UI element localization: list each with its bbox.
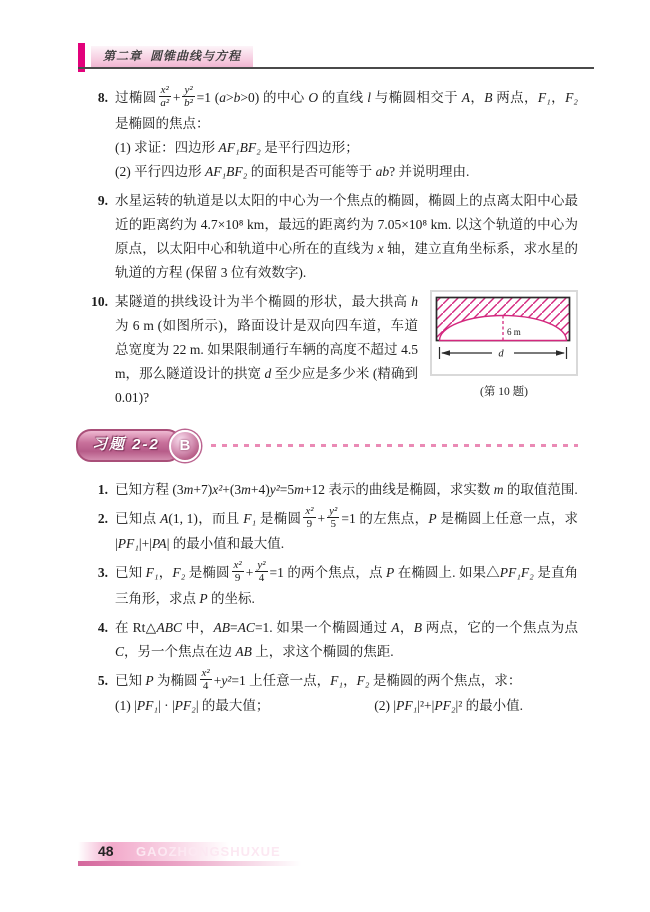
math-variable: AB — [235, 643, 252, 659]
problem-text: 水星运转的轨道是以太阳的中心为一个焦点的椭圆，椭圆上的点离太阳中心最近的距离约为 4.7×10⁸ km，最远的距离约为 7.05×10⁸ km. 以这个轨道的中心为原点，以太阳中心和轨道中心所在的直线为 x 轴，建立直角坐标系，求水星的轨道的方程 (保留 3 位有效数字). — [115, 192, 579, 280]
math-variable: PF₂ — [174, 698, 196, 713]
arrowhead-right — [556, 350, 565, 355]
math-variable: PA — [151, 536, 167, 551]
math-variable: PF₁F₂ — [499, 565, 534, 580]
math-variable: AC — [237, 619, 255, 635]
math-variable: a — [219, 90, 226, 105]
problem-text: 已知 P 为椭圆 $\frac{\text{x²}}{4}$ +y²=1 上任意一点，F₁，F₂ 是椭圆的两个焦点，求： (1) |PF₁| · |PF₂| 的最大值； (2) |PF₁|²+|PF₂|² 的最小值. — [115, 669, 578, 719]
problem-item — [78, 616, 578, 664]
math-variable: C — [115, 643, 125, 659]
math-variable: l — [367, 90, 371, 105]
math-fraction: $\frac{\text{x²}}{9}$ — [305, 504, 314, 530]
problems-section-a — [78, 86, 578, 410]
figure-frame — [430, 290, 578, 376]
page-number: 48 — [98, 843, 114, 859]
problem-subitem: (1) 求证：四边形 AF₁BF₂ 是平行四边形； — [115, 139, 359, 155]
math-fraction: $\frac{\text{y²}}{\text{b²}}$ — [184, 84, 193, 110]
problem-number: 4. — [97, 619, 108, 635]
math-variable: ABC — [156, 619, 183, 635]
problem-number: 8. — [97, 90, 108, 105]
math-variable: b — [233, 90, 241, 105]
problem-item — [78, 666, 578, 719]
math-variable: m — [241, 481, 251, 497]
footer-watermark: GAOZHONGSHUXUE — [136, 844, 281, 859]
math-variable: PF₂ — [434, 698, 456, 713]
math-variable: F₁ — [330, 672, 344, 688]
math-variable: PF₁ — [117, 536, 139, 551]
problem-subitem: (1) |PF₁| · |PF₂| 的最大值； — [115, 698, 270, 713]
figure-caption: (第 10 题) — [480, 385, 528, 398]
tunnel-diagram — [434, 295, 572, 363]
math-variable: F₂ — [172, 565, 186, 580]
problem-number: 5. — [97, 672, 108, 688]
problem-item — [78, 189, 578, 285]
footer-accent-strip — [78, 861, 313, 866]
math-variable: d — [264, 365, 272, 381]
problem-text: 已知 F₁，F₂ 是椭圆 $\frac{\text{x²}}{9}$ + $\frac{\text{y²}}{4}$ =1 的两个焦点，点 P 在椭圆上. 如果△PF₁F₂ 是直角三角形，求点 P 的坐标. — [115, 559, 579, 606]
problems-section-b — [78, 478, 578, 719]
exercise-badge: 习题 2-2 — [76, 429, 182, 462]
exercise-section-header — [76, 430, 578, 462]
math-variable: B — [484, 90, 493, 105]
math-variable: F₁ — [537, 90, 551, 105]
math-variable: x — [377, 240, 384, 256]
math-fraction: $\frac{\text{x²}}{\text{a²}}$ — [160, 84, 170, 110]
math-variable: PF₁ — [396, 698, 418, 713]
math-variable: m — [294, 481, 304, 497]
math-variable: h — [411, 293, 418, 309]
problem-text: 过椭圆 $\frac{\text{x²}}{\text{a²}}$ + $\frac{\text{y²}}{\text{b²}}$ =1 (a>b>0) 的中心 O 的直线 l 与椭圆相交于 A，B 两点，F₁，F₂ 是椭圆的焦点： (1) 求证：四边形 AF₁BF₂ 是平行四边形； (2) 平行四边形 AF₁BF₂ 的面积是否可能等于 ab? 并说明理由. — [115, 86, 578, 184]
math-variable: A — [461, 90, 470, 105]
math-variable: AF₁BF₂ — [205, 163, 248, 179]
math-variable: P — [199, 590, 208, 606]
problem-item — [78, 290, 578, 410]
math-variable: y² — [221, 672, 232, 688]
math-variable: y² — [269, 481, 280, 497]
chapter-title — [91, 46, 253, 67]
problem-item — [78, 561, 578, 611]
math-variable: ab — [375, 163, 390, 179]
math-variable: A — [160, 510, 169, 526]
exercise-level-badge: B — [169, 430, 201, 462]
page-footer — [78, 842, 398, 870]
math-variable: F₂ — [565, 90, 579, 105]
chapter-header — [78, 46, 594, 72]
problem-text: 在 Rt△ABC 中，AB=AC=1. 如果一个椭圆通过 A，B 两点，它的一个焦点为点 C，另一个焦点在边 AB 上，求这个椭圆的焦距. — [115, 619, 579, 659]
math-variable: x² — [212, 481, 223, 497]
problem-number: 9. — [97, 192, 108, 208]
problem-text: 已知方程 (3m+7)x²+(3m+4)y²=5m+12 表示的曲线是椭圆，求实数 m 的取值范围. — [115, 481, 578, 497]
math-variable: F₁ — [243, 510, 257, 526]
problem-subitems — [115, 694, 578, 718]
problem-subitem: (2) |PF₁|²+|PF₂|² 的最小值. — [374, 698, 524, 713]
math-variable: A — [391, 619, 400, 635]
math-variable: m — [493, 481, 504, 497]
math-variable: m — [183, 481, 194, 497]
math-fraction: $\frac{\text{y²}}{5}$ — [329, 504, 338, 530]
problem-item — [78, 86, 578, 184]
math-fraction: $\frac{\text{x²}}{4}$ — [201, 666, 210, 692]
problem-number: 2. — [97, 510, 108, 526]
math-variable: F₂ — [356, 672, 370, 688]
problem-item — [78, 504, 579, 557]
problem-subitem: (2) 平行四边形 AF₁BF₂ 的面积是否可能等于 ab? 并说明理由. — [115, 163, 470, 179]
width-label: d — [498, 348, 504, 359]
problem-text: 6 m d (第 10 题) 某隧道的拱线设计为半个椭圆的形状，最大拱高 h 为 6 m (如图所示)，路面设计是双向四车道，车道总宽度为 22 m. 如果限制通行车辆的高度不超过 4.5 m，那么隧道设计的拱宽 d 至少应是多少米 (精确到 0.01)? — [115, 290, 578, 410]
problem-number: 1. — [97, 481, 108, 497]
problem-text: 已知点 A(1, 1)，而且 F₁ 是椭圆 $\frac{\text{x²}}{9}$ + $\frac{\text{y²}}{5}$ =1 的左焦点，P 是椭圆上任意一点，求 |PF₁|+|PA| 的最小值和最大值. — [115, 504, 579, 551]
math-variable: PF₁ — [136, 698, 159, 713]
arch-height-label: 6 m — [507, 326, 521, 337]
math-variable: P — [428, 510, 437, 526]
math-variable: P — [386, 565, 395, 580]
problem-item — [78, 478, 578, 502]
math-variable: B — [413, 619, 422, 635]
math-variable: P — [145, 672, 154, 688]
math-variable: F₁ — [145, 565, 159, 580]
math-fraction: $\frac{\text{x²}}{9}$ — [233, 559, 242, 585]
math-variable: O — [308, 90, 319, 105]
math-variable: AF₁BF₂ — [218, 139, 261, 155]
chapter-name: 圆锥曲线与方程 — [150, 49, 242, 63]
math-variable: AB — [213, 619, 231, 635]
problem-number: 3. — [97, 565, 108, 580]
tunnel-figure — [430, 290, 578, 399]
problem-number: 10. — [91, 293, 108, 309]
dashed-separator — [211, 444, 578, 447]
problem-subitems — [115, 136, 578, 184]
arrowhead-left — [441, 350, 450, 355]
page-content — [78, 86, 578, 723]
header-rule — [78, 67, 594, 69]
math-fraction: $\frac{\text{y²}}{4}$ — [257, 559, 266, 585]
chapter-number: 第二章 — [103, 49, 143, 63]
